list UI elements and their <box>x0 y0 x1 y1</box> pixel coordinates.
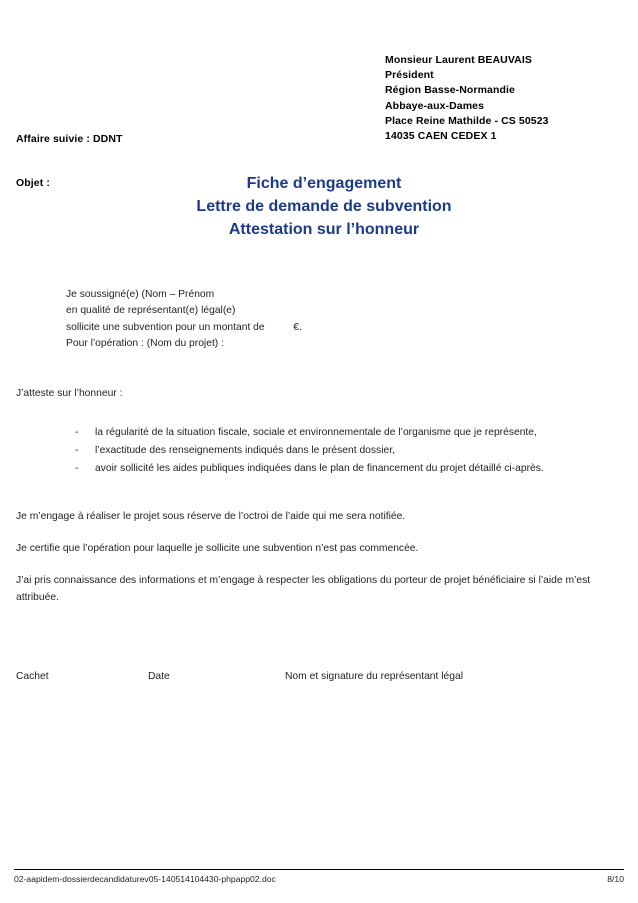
paragraph-certification: Je certifie que l’opération pour laquelle je sollicite une subvention n’est pas commencée. <box>16 543 419 554</box>
paragraph-engagement: Je m’engage à réaliser le projet sous réserve de l’octroi de l’aide qui me sera notifiée. <box>16 511 406 522</box>
address-line-role: Président <box>385 69 434 82</box>
declaration-block <box>66 287 302 353</box>
dash-marker-icon: - <box>75 427 79 438</box>
address-line-city: 14035 CAEN CEDEX 1 <box>385 130 497 143</box>
attestation-list <box>75 424 625 477</box>
objet-label: Objet : <box>16 177 50 189</box>
address-line-building: Abbaye-aux-Dames <box>385 99 485 112</box>
list-item <box>75 424 625 442</box>
title-line-fiche: Fiche d’engagement <box>246 175 402 192</box>
list-item-label: l’exactitude des renseignements indiqués dans le présent dossier, <box>95 444 395 456</box>
list-item-label: avoir sollicité les aides publiques indiquées dans le plan de financement du projet détaillé ci-après. <box>95 462 544 474</box>
affaire-suivie-line: Affaire suivie : DDNT <box>16 133 123 145</box>
title-line-lettre: Lettre de demande de subvention <box>196 198 452 215</box>
address-line-street: Place Reine Mathilde - CS 50523 <box>385 114 549 127</box>
signature-label-nom: Nom et signature du représentant légal <box>285 671 464 682</box>
footer-divider <box>14 869 624 870</box>
attestation-intro: J’atteste sur l’honneur : <box>16 388 123 399</box>
paragraph-connaissance: J’ai pris connaissance des informations et m’engage à respecter les obligations du porteur de projet bénéficiaire si l’aide m’est attribuée. <box>16 575 591 603</box>
dash-marker-icon: - <box>75 462 79 474</box>
title-line-attestation: Attestation sur l’honneur <box>228 221 420 238</box>
footer-page-number: 8/10 <box>607 874 624 884</box>
address-line-recipient-name: Monsieur Laurent BEAUVAIS <box>385 54 532 66</box>
list-item-label: la régularité de la situation fiscale, sociale et environnementale de l’organisme que je représente, <box>95 427 537 438</box>
address-line-organization: Région Basse-Normandie <box>385 84 515 97</box>
signature-label-date: Date <box>148 671 170 682</box>
recipient-address-block <box>385 53 549 144</box>
dash-marker-icon: - <box>75 444 79 456</box>
list-item <box>75 442 625 460</box>
footer-filename: 02-aapidem-dossierdecandidaturev05-140514104430-phpapp02.doc <box>14 874 276 884</box>
signature-label-cachet: Cachet <box>16 671 49 682</box>
declaration-line-qualite: en qualité de représentant(e) légal(e) <box>66 305 236 317</box>
document-title-block <box>16 172 632 241</box>
declaration-line-montant: sollicite une subvention pour un montant de €. <box>66 321 302 333</box>
declaration-line-soussigne: Je soussigné(e) (Nom – Prénom <box>66 289 215 300</box>
list-item <box>75 460 625 478</box>
declaration-line-operation: Pour l’opération : (Nom du projet) : <box>66 338 224 350</box>
